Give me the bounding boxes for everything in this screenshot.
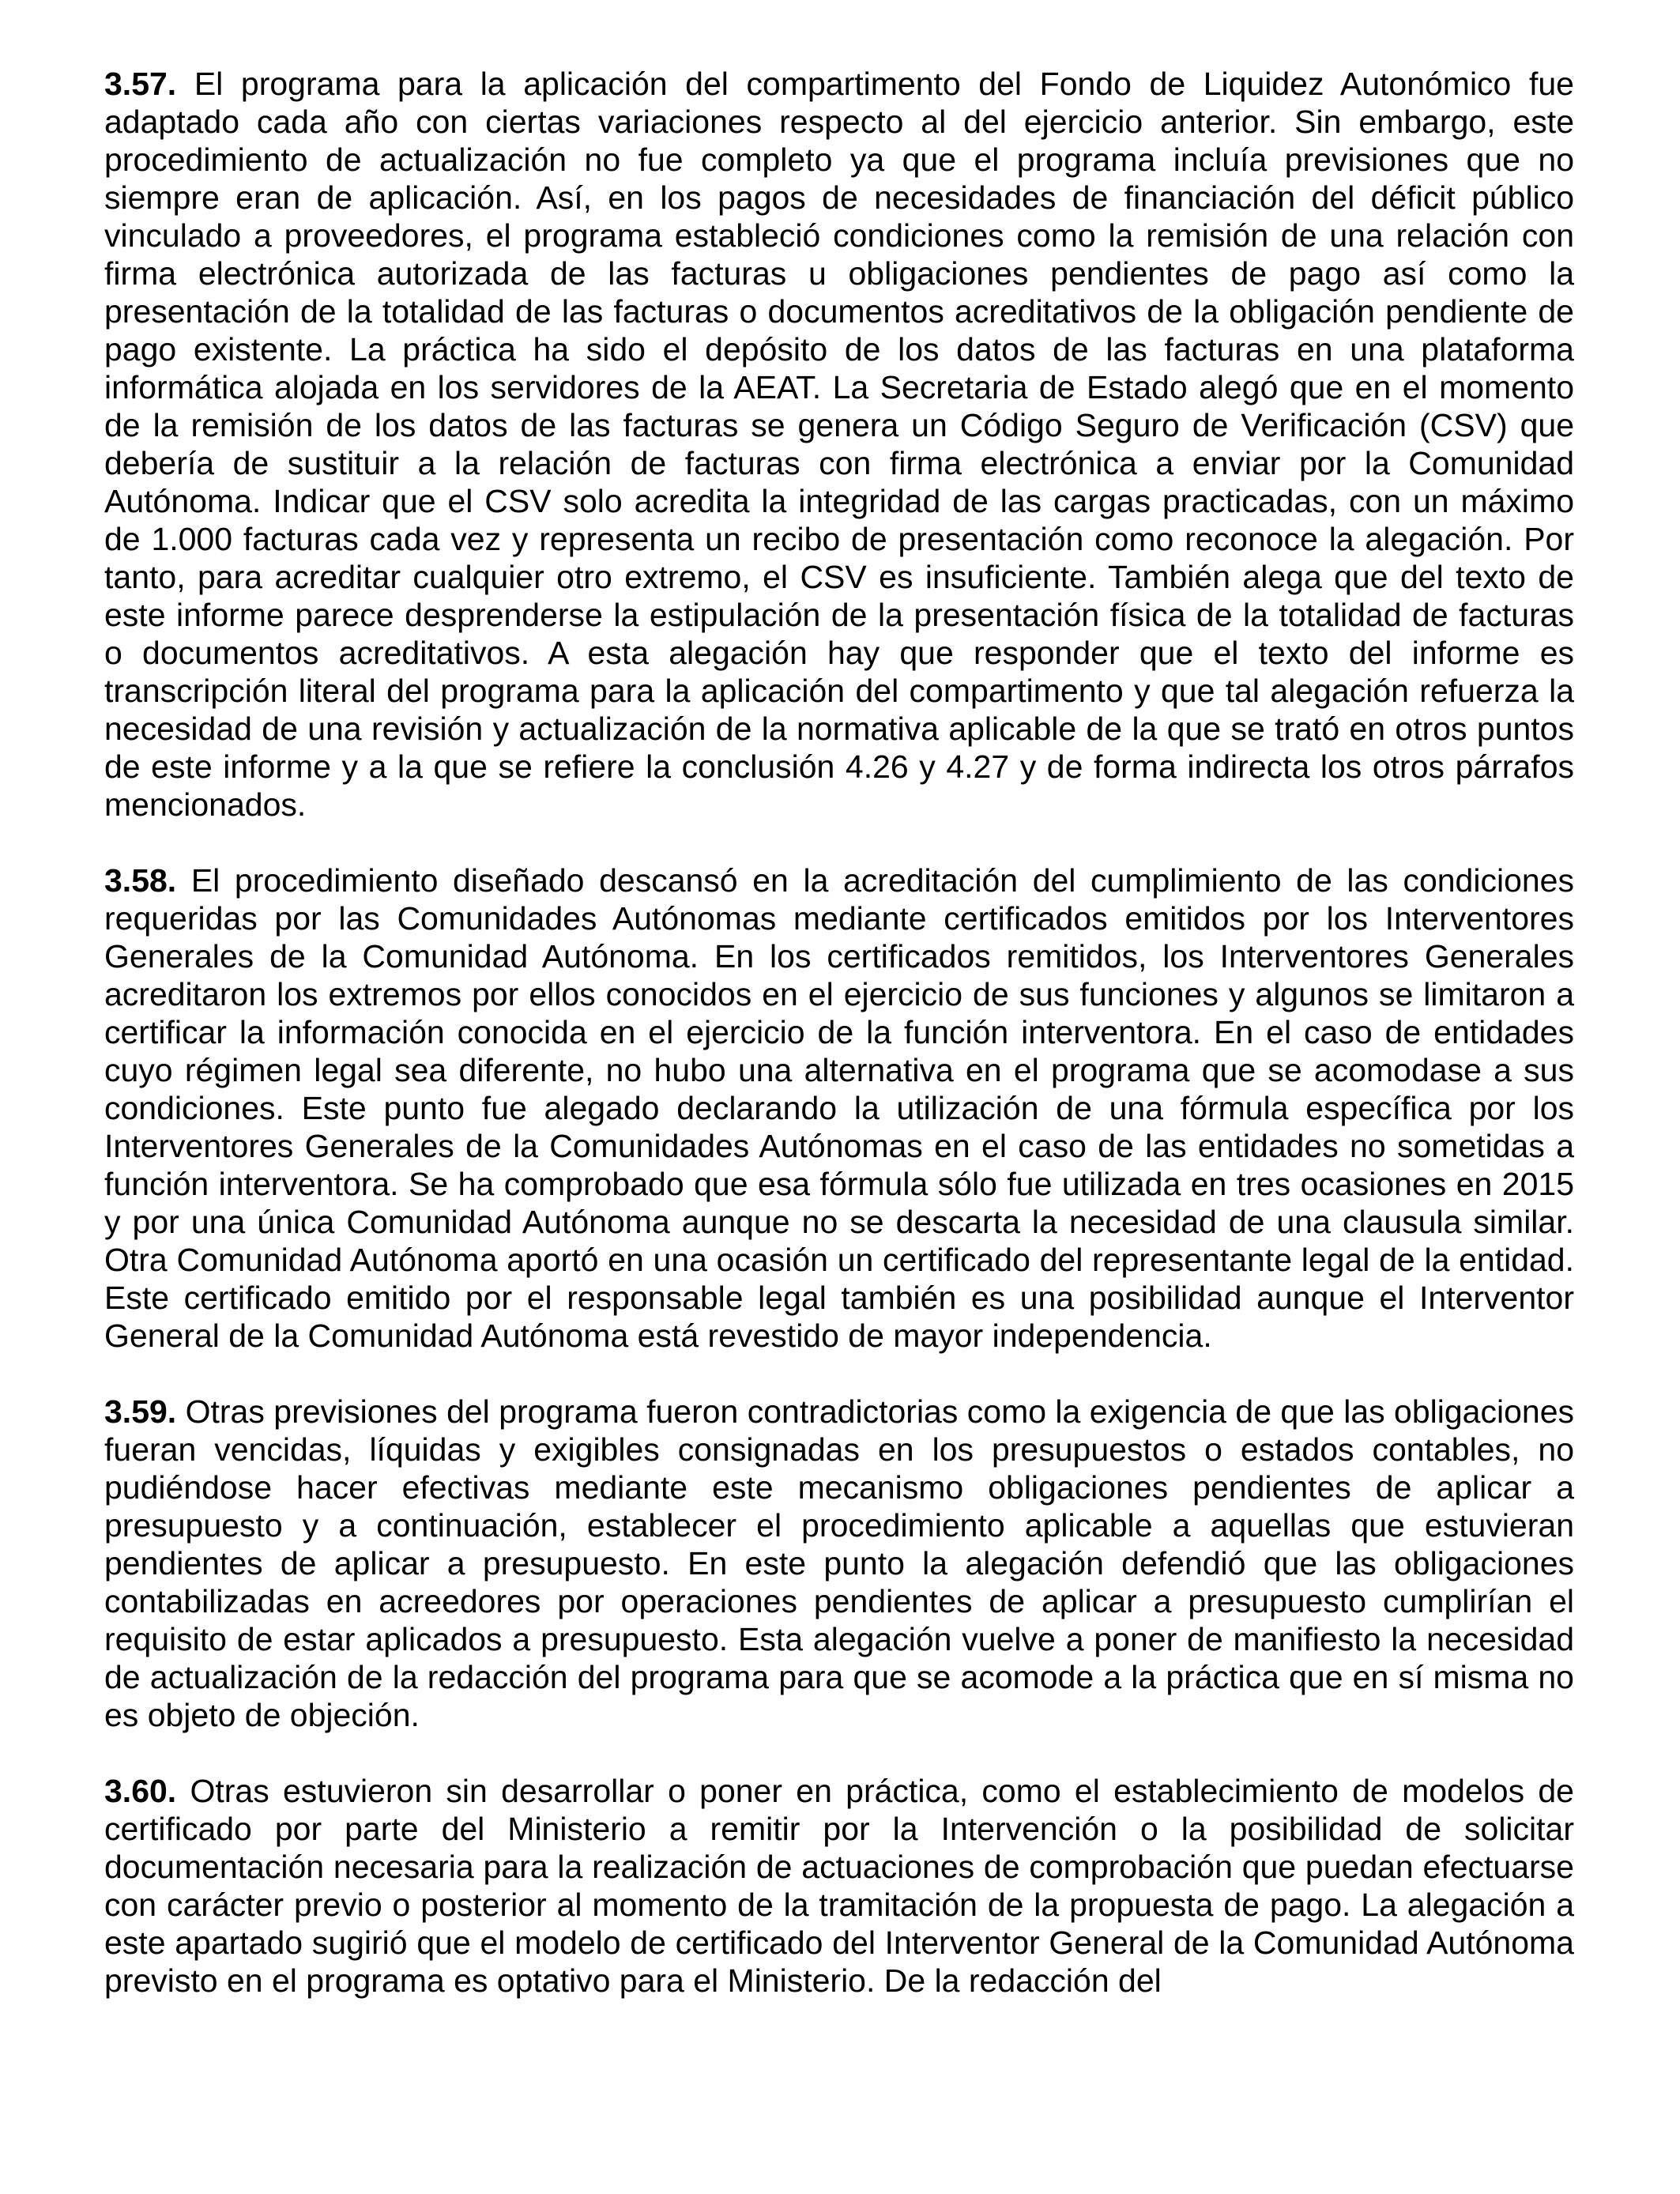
paragraph-text: Otras previsiones del programa fueron contradictorias como la exigencia de que las obligaciones fueran vencidas, líquidas y exigibles consignadas en los presupuestos o estados contables, no pudiéndose hacer efectivas mediante este mecanismo obligaciones pendientes de aplicar a presupuesto y a continuación, establecer el procedimiento aplicable a aquellas que estuvieran pendientes de aplicar a presupuesto. En este punto la alegación defendió que las obligaciones contabilizadas en acreedores por operaciones pendientes de aplicar a presupuesto cumplirían el requisito de estar aplicados a presupuesto. Esta alegación vuelve a poner de manifiesto la necesidad de actualización de la redacción del programa para que se acomode a la práctica que en sí misma no es objeto de objeción. — [104, 1393, 1574, 1733]
paragraph-number: 3.59. — [104, 1393, 177, 1430]
document-page — [104, 65, 1574, 2038]
paragraph-text: El programa para la aplicación del compartimento del Fondo de Liquidez Autonómico fue adaptado cada año con ciertas variaciones respecto al del ejercicio anterior. Sin embargo, este procedimiento de actualización no fue completo ya que el programa incluía previsiones que no siempre eran de aplicación. Así, en los pagos de necesidades de financiación del déficit público vinculado a proveedores, el programa estableció condiciones como la remisión de una relación con firma electrónica autorizada de las facturas u obligaciones pendientes de pago así como la presentación de la totalidad de las facturas o documentos acreditativos de la obligación pendiente de pago existente. La práctica ha sido el depósito de los datos de las facturas en una plataforma informática alojada en los servidores de la AEAT. La Secretaria de Estado alegó que en el momento de la remisión de los datos de las facturas se genera un Código Seguro de Verificación (CSV) que debería de sustituir a la relación de facturas con firma electrónica a enviar por la Comunidad Autónoma. Indicar que el CSV solo acredita la integridad de las cargas practicadas, con un máximo de 1.000 facturas cada vez y representa un recibo de presentación como reconoce la alegación. Por tanto, para acreditar cualquier otro extremo, el CSV es insuficiente. También alega que del texto de este informe parece desprenderse la estipulación de la presentación física de la totalidad de facturas o documentos acreditativos. A esta alegación hay que responder que el texto del informe es transcripción literal del programa para la aplicación del compartimento y que tal alegación refuerza la necesidad de una revisión y actualización de la normativa aplicable de la que se trató en otros puntos de este informe y a la que se refiere la conclusión 4.26 y 4.27 y de forma indirecta los otros párrafos mencionados. — [104, 66, 1574, 823]
paragraph-3-60 — [104, 1772, 1574, 2000]
paragraph-3-58 — [104, 861, 1574, 1355]
paragraph-number: 3.58. — [104, 862, 177, 899]
paragraph-number: 3.57. — [104, 66, 177, 102]
paragraph-text: Otras estuvieron sin desarrollar o poner en práctica, como el establecimiento de modelos de certificado por parte del Ministerio a remitir por la Intervención o la posibilidad de solicitar documentación necesaria para la realización de actuaciones de comprobación que puedan efectuarse con carácter previo o posterior al momento de la tramitación de la propuesta de pago. La alegación a este apartado sugirió que el modelo de certificado del Interventor General de la Comunidad Autónoma previsto en el programa es optativo para el Ministerio. De la redacción del — [104, 1773, 1574, 1999]
paragraph-number: 3.60. — [104, 1773, 177, 1809]
paragraph-3-59 — [104, 1393, 1574, 1734]
paragraph-text: El procedimiento diseñado descansó en la acreditación del cumplimiento de las condiciones requeridas por las Comunidades Autónomas mediante certificados emitidos por los Interventores Generales de la Comunidad Autónoma. En los certificados remitidos, los Interventores Generales acreditaron los extremos por ellos conocidos en el ejercicio de sus funciones y algunos se limitaron a certificar la información conocida en el ejercicio de la función interventora. En el caso de entidades cuyo régimen legal sea diferente, no hubo una alternativa en el programa que se acomodase a sus condiciones. Este punto fue alegado declarando la utilización de una fórmula específica por los Interventores Generales de la Comunidades Autónomas en el caso de las entidades no sometidas a función interventora. Se ha comprobado que esa fórmula sólo fue utilizada en tres ocasiones en 2015 y por una única Comunidad Autónoma aunque no se descarta la necesidad de una clausula similar. Otra Comunidad Autónoma aportó en una ocasión un certificado del representante legal de la entidad. Este certificado emitido por el responsable legal también es una posibilidad aunque el Interventor General de la Comunidad Autónoma está revestido de mayor independencia. — [104, 862, 1574, 1354]
paragraph-3-57 — [104, 65, 1574, 824]
